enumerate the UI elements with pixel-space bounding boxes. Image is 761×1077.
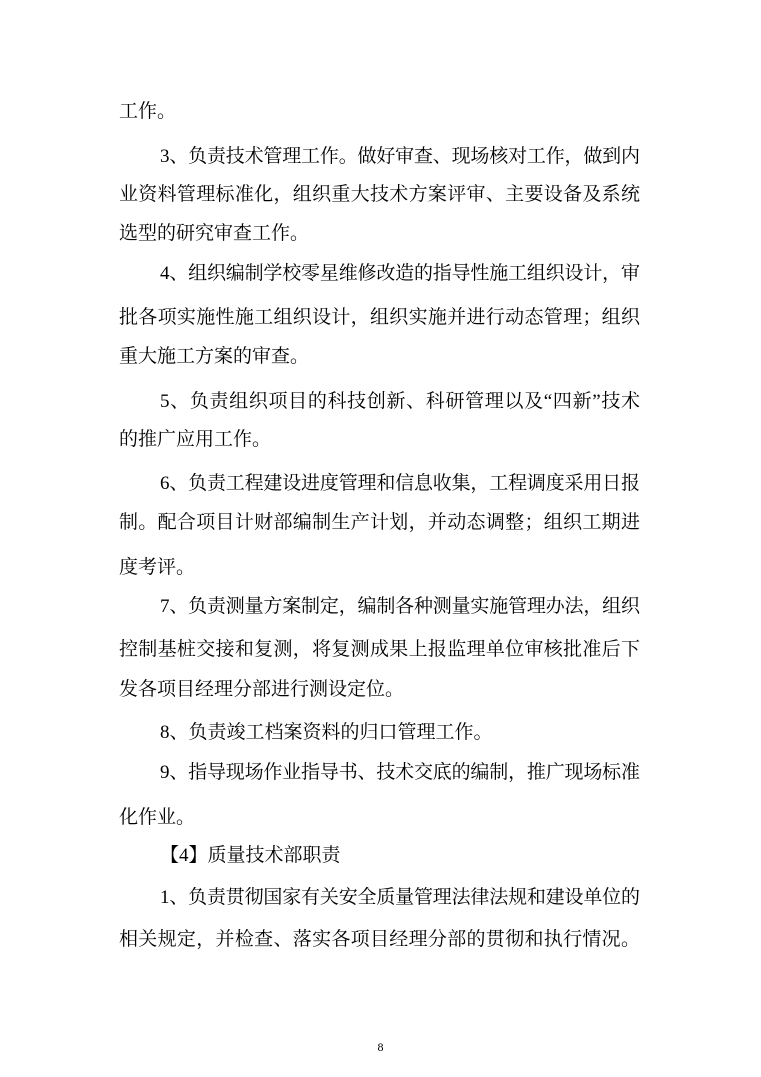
text-line: 4、组织编制学校零星维修改造的指导性施工组织设计，审 bbox=[160, 263, 640, 284]
text-line: 化作业。 bbox=[119, 807, 196, 828]
text-line: 批各项实施性施工组织设计，组织实施并进行动态管理；组织 bbox=[119, 307, 641, 328]
text-line: 发各项目经理分部进行测设定位。 bbox=[119, 679, 405, 700]
text-line: 的推广应用工作。 bbox=[119, 429, 272, 450]
text-line: 8、负责竣工档案资料的归口管理工作。 bbox=[160, 722, 493, 743]
text-line: 业资料管理标准化，组织重大技术方案评审、主要设备及系统 bbox=[119, 184, 641, 205]
text-line: 7、负责测量方案制定，编制各种测量实施管理办法，组织 bbox=[160, 596, 640, 617]
page-number: 8 bbox=[377, 1040, 384, 1054]
text-line: 制。配合项目计财部编制生产计划，并动态调整；组织工期进 bbox=[119, 512, 641, 533]
text-line: 重大施工方案的审查。 bbox=[119, 346, 310, 367]
text-line: 9、指导现场作业指导书、技术交底的编制，推广现场标准 bbox=[160, 762, 640, 783]
text-line: 相关规定，并检查、落实各项目经理分部的贯彻和执行情况。 bbox=[119, 929, 641, 950]
text-line: 度考评。 bbox=[119, 557, 196, 578]
text-line: 【4】质量技术部职责 bbox=[160, 845, 341, 866]
text-line: 1、负责贯彻国家有关安全质量管理法律法规和建设单位的 bbox=[160, 887, 640, 908]
text-line: 工作。 bbox=[119, 101, 177, 122]
text-line: 3、负责技术管理工作。做好审查、现场核对工作，做到内 bbox=[160, 146, 640, 167]
text-line: 5、负责组织项目的科技创新、科研管理以及“四新”技术 bbox=[160, 391, 641, 412]
text-line: 6、负责工程建设进度管理和信息收集，工程调度采用日报 bbox=[160, 473, 640, 494]
text-line: 选型的研究审查工作。 bbox=[119, 223, 310, 244]
text-line: 控制基桩交接和复测，将复测成果上报监理单位审核批准后下 bbox=[119, 639, 641, 660]
